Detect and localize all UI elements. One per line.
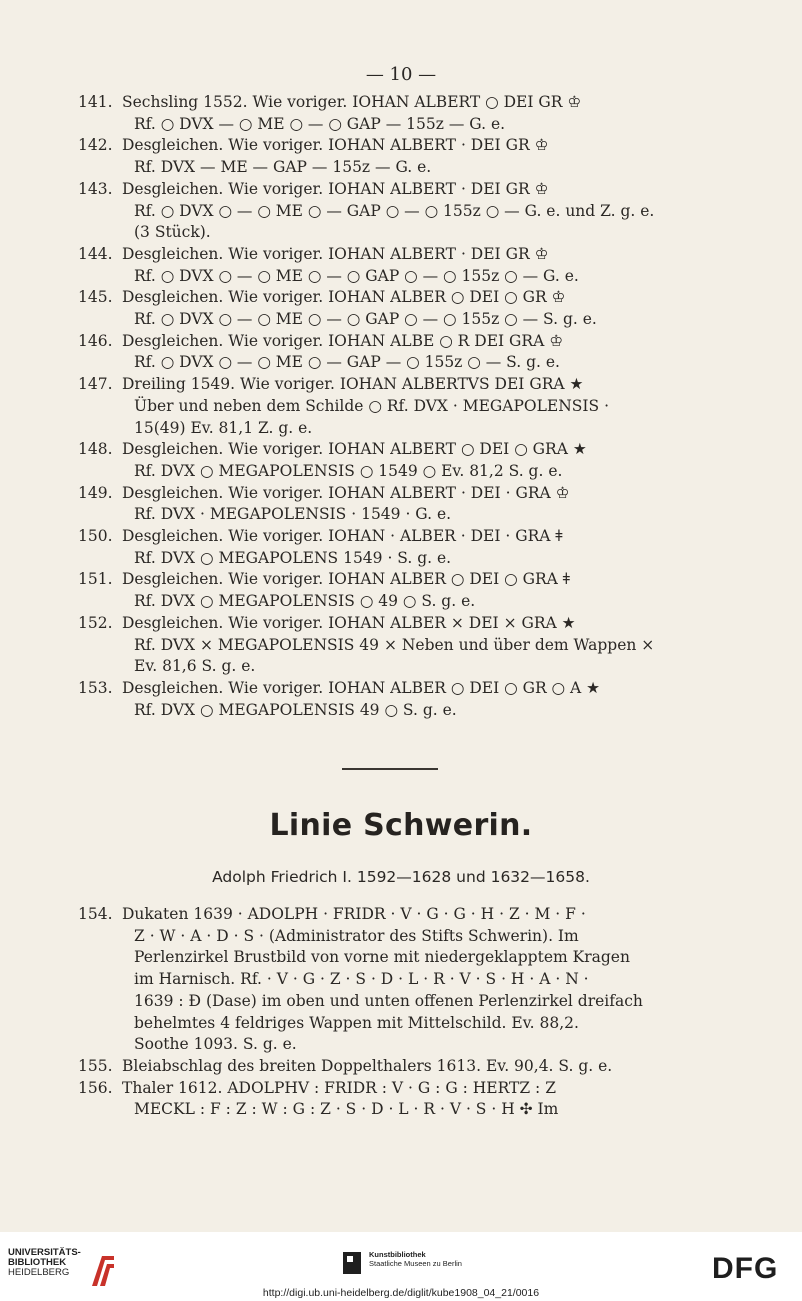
entry-line: Desgleichen. Wie voriger. IOHAN ALBERT · DEI GR ♔ bbox=[122, 179, 549, 198]
entry-number: 141. bbox=[78, 93, 113, 111]
entry-line: MECKL : F : Z : W : G : Z · S · D · L · R · V · S · H ✣ Im bbox=[134, 1100, 559, 1119]
entry-number: 143. bbox=[78, 179, 113, 198]
entry-number: 151. bbox=[78, 570, 113, 589]
catalog-entry bbox=[78, 904, 718, 1056]
university-seal-icon bbox=[88, 1252, 118, 1288]
entry-line: Rf. DVX × MEGAPOLENSIS 49 × Neben und über dem Wappen × bbox=[134, 635, 655, 654]
entry-number: 144. bbox=[78, 244, 113, 263]
entry-number: 147. bbox=[78, 375, 113, 394]
entry-line: Rf. ○ DVX ○ — ○ ME ○ — ○ GAP ○ — ○ 155z ○ — S. g. e. bbox=[134, 310, 597, 329]
entry-line: Rf. DVX ○ MEGAPOLENSIS 49 ○ S. g. e. bbox=[134, 700, 457, 719]
section-title: Linie Schwerin. bbox=[269, 808, 533, 843]
entry-text bbox=[122, 374, 718, 439]
section-divider bbox=[342, 768, 438, 770]
entry-line: Rf. ○ DVX ○ — ○ ME ○ — GAP ○ — ○ 155z ○ — G. e. und Z. g. e. bbox=[134, 201, 655, 220]
entry-line: Rf. DVX ○ MEGAPOLENS 1549 · S. g. e. bbox=[134, 548, 452, 567]
entry-line: Rf. ○ DVX ○ — ○ ME ○ — ○ GAP ○ — ○ 155z ○ — G. e. bbox=[134, 266, 579, 285]
entry-line: Rf. DVX ○ MEGAPOLENSIS ○ 1549 ○ Ev. 81,2 S. g. e. bbox=[134, 461, 563, 480]
entry-line: Über und neben dem Schilde ○ Rf. DVX · MEGAPOLENSIS · bbox=[134, 396, 610, 415]
catalog-entries bbox=[78, 92, 718, 721]
entry-text bbox=[122, 526, 718, 569]
entry-line: Rf. DVX ○ MEGAPOLENSIS ○ 49 ○ S. g. e. bbox=[134, 592, 476, 611]
entry-text bbox=[122, 613, 718, 678]
entry-number: 156. bbox=[78, 1078, 113, 1097]
entry-line: Desgleichen. Wie voriger. IOHAN ALBERT ○ DEI ○ GRA ★ bbox=[122, 440, 587, 459]
entry-line: Desgleichen. Wie voriger. IOHAN · ALBER · DEI · GRA ǂ bbox=[122, 527, 563, 546]
entry-line: Rf. ○ DVX — ○ ME ○ — ○ GAP — 155z — G. e. bbox=[134, 114, 506, 133]
catalog-entry bbox=[78, 613, 718, 678]
entry-text bbox=[122, 92, 718, 135]
footer-bar bbox=[0, 1232, 802, 1301]
catalog-entry bbox=[78, 135, 718, 178]
kunstbibliothek-logo[interactable] bbox=[343, 1250, 503, 1280]
entry-number: 142. bbox=[78, 136, 113, 155]
catalog-entry bbox=[78, 678, 718, 721]
entry-number: 146. bbox=[78, 331, 113, 350]
entry-line: Desgleichen. Wie voriger. IOHAN ALBER × DEI × GRA ★ bbox=[122, 613, 576, 632]
entry-line: Desgleichen. Wie voriger. IOHAN ALBER ○ DEI ○ GRA ǂ bbox=[122, 570, 570, 589]
page-number: — 10 — bbox=[365, 64, 437, 85]
entry-line: Desgleichen. Wie voriger. IOHAN ALBERT · DEI · GRA ♔ bbox=[122, 483, 570, 502]
entry-number: 154. bbox=[78, 905, 113, 923]
entry-line: behelmtes 4 feldriges Wappen mit Mittelschild. Ev. 88,2. bbox=[134, 1013, 579, 1032]
entry-line: 15(49) Ev. 81,1 Z. g. e. bbox=[134, 418, 313, 437]
entry-text bbox=[122, 1056, 718, 1078]
entry-text bbox=[122, 244, 718, 287]
entry-line: Desgleichen. Wie voriger. IOHAN ALBERT · DEI GR ♔ bbox=[122, 136, 549, 155]
entry-text bbox=[122, 331, 718, 374]
entry-line: Bleiabschlag des breiten Doppelthalers 1613. Ev. 90,4. S. g. e. bbox=[122, 1056, 613, 1075]
catalog-entry bbox=[78, 1056, 718, 1078]
entry-text bbox=[122, 569, 718, 612]
entry-number: 148. bbox=[78, 440, 113, 459]
entry-line: Desgleichen. Wie voriger. IOHAN ALBERT · DEI GR ♔ bbox=[122, 244, 549, 263]
entry-line: Desgleichen. Wie voriger. IOHAN ALBER ○ DEI ○ GR ♔ bbox=[122, 288, 566, 307]
university-library-name: UNIVERSITÄTS- BIBLIOTHEK HEIDELBERG bbox=[8, 1247, 81, 1278]
entry-line: 1639 : Đ (Dase) im oben und unten offenen Perlenzirkel dreifach bbox=[134, 991, 643, 1010]
catalog-entry bbox=[78, 244, 718, 287]
entry-text bbox=[122, 483, 718, 526]
entry-line: Desgleichen. Wie voriger. IOHAN ALBE ○ R DEI GRA ♔ bbox=[122, 331, 564, 350]
entry-line: Dreiling 1549. Wie voriger. IOHAN ALBERTVS DEI GRA ★ bbox=[122, 375, 584, 394]
entry-number: 150. bbox=[78, 527, 113, 546]
catalog-entry bbox=[78, 287, 718, 330]
entry-line: Rf. DVX · MEGAPOLENSIS · 1549 · G. e. bbox=[134, 505, 452, 524]
catalog-entries-schwerin bbox=[78, 904, 718, 1121]
catalog-entry bbox=[78, 179, 718, 244]
entry-text bbox=[122, 439, 718, 482]
section-subtitle: Adolph Friedrich I. 1592—1628 und 1632—1658. bbox=[212, 868, 590, 886]
dfg-logo[interactable]: DFG bbox=[712, 1252, 779, 1285]
kunstbibliothek-mark-icon bbox=[343, 1252, 361, 1274]
entry-text bbox=[122, 135, 718, 178]
entry-number: 145. bbox=[78, 288, 113, 307]
entry-line: im Harnisch. Rf. · V · G · Z · S · D · L · R · V · S · H · A · N · bbox=[134, 970, 589, 989]
entry-line: Sechsling 1552. Wie voriger. IOHAN ALBERT ○ DEI GR ♔ bbox=[122, 93, 582, 111]
entry-line: Ev. 81,6 S. g. e. bbox=[134, 657, 256, 676]
entry-text bbox=[122, 179, 718, 244]
entry-number: 153. bbox=[78, 678, 113, 697]
catalog-entry bbox=[78, 569, 718, 612]
university-library-logo[interactable] bbox=[8, 1248, 118, 1292]
entry-number: 155. bbox=[78, 1056, 113, 1075]
catalog-entry bbox=[78, 483, 718, 526]
entry-text bbox=[122, 287, 718, 330]
entry-text bbox=[122, 678, 718, 721]
permalink-url[interactable]: http://digi.ub.uni-heidelberg.de/diglit/kube1908_04_21/0016 bbox=[262, 1287, 540, 1299]
catalog-entry bbox=[78, 331, 718, 374]
entry-line: (3 Stück). bbox=[134, 223, 211, 242]
entry-line: Perlenzirkel Brustbild von vorne mit niedergeklapptem Kragen bbox=[134, 948, 630, 967]
entry-line: Z · W · A · D · S · (Administrator des Stifts Schwerin). Im bbox=[134, 926, 579, 945]
entry-line: Dukaten 1639 · ADOLPH · FRIDR · V · G · G · H · Z · M · F · bbox=[122, 905, 586, 923]
entry-text bbox=[122, 904, 718, 1056]
entry-line: Soothe 1093. S. g. e. bbox=[134, 1035, 297, 1054]
entry-text bbox=[122, 1078, 718, 1121]
catalog-entry bbox=[78, 439, 718, 482]
catalog-entry bbox=[78, 374, 718, 439]
entry-line: Desgleichen. Wie voriger. IOHAN ALBER ○ DEI ○ GR ○ A ★ bbox=[122, 678, 601, 697]
catalog-entry bbox=[78, 1078, 718, 1121]
catalog-entry bbox=[78, 92, 718, 135]
entry-line: Rf. DVX — ME — GAP — 155z — G. e. bbox=[134, 158, 432, 177]
entry-number: 149. bbox=[78, 483, 113, 502]
kunstbibliothek-name: Kunstbibliothek Staatliche Museen zu Berlin bbox=[369, 1250, 462, 1268]
entry-line: Thaler 1612. ADOLPHV : FRIDR : V · G : G : HERTZ : Z bbox=[122, 1078, 556, 1097]
entry-number: 152. bbox=[78, 613, 113, 632]
entry-line: Rf. ○ DVX ○ — ○ ME ○ — GAP — ○ 155z ○ — S. g. e. bbox=[134, 353, 560, 372]
catalog-entry bbox=[78, 526, 718, 569]
